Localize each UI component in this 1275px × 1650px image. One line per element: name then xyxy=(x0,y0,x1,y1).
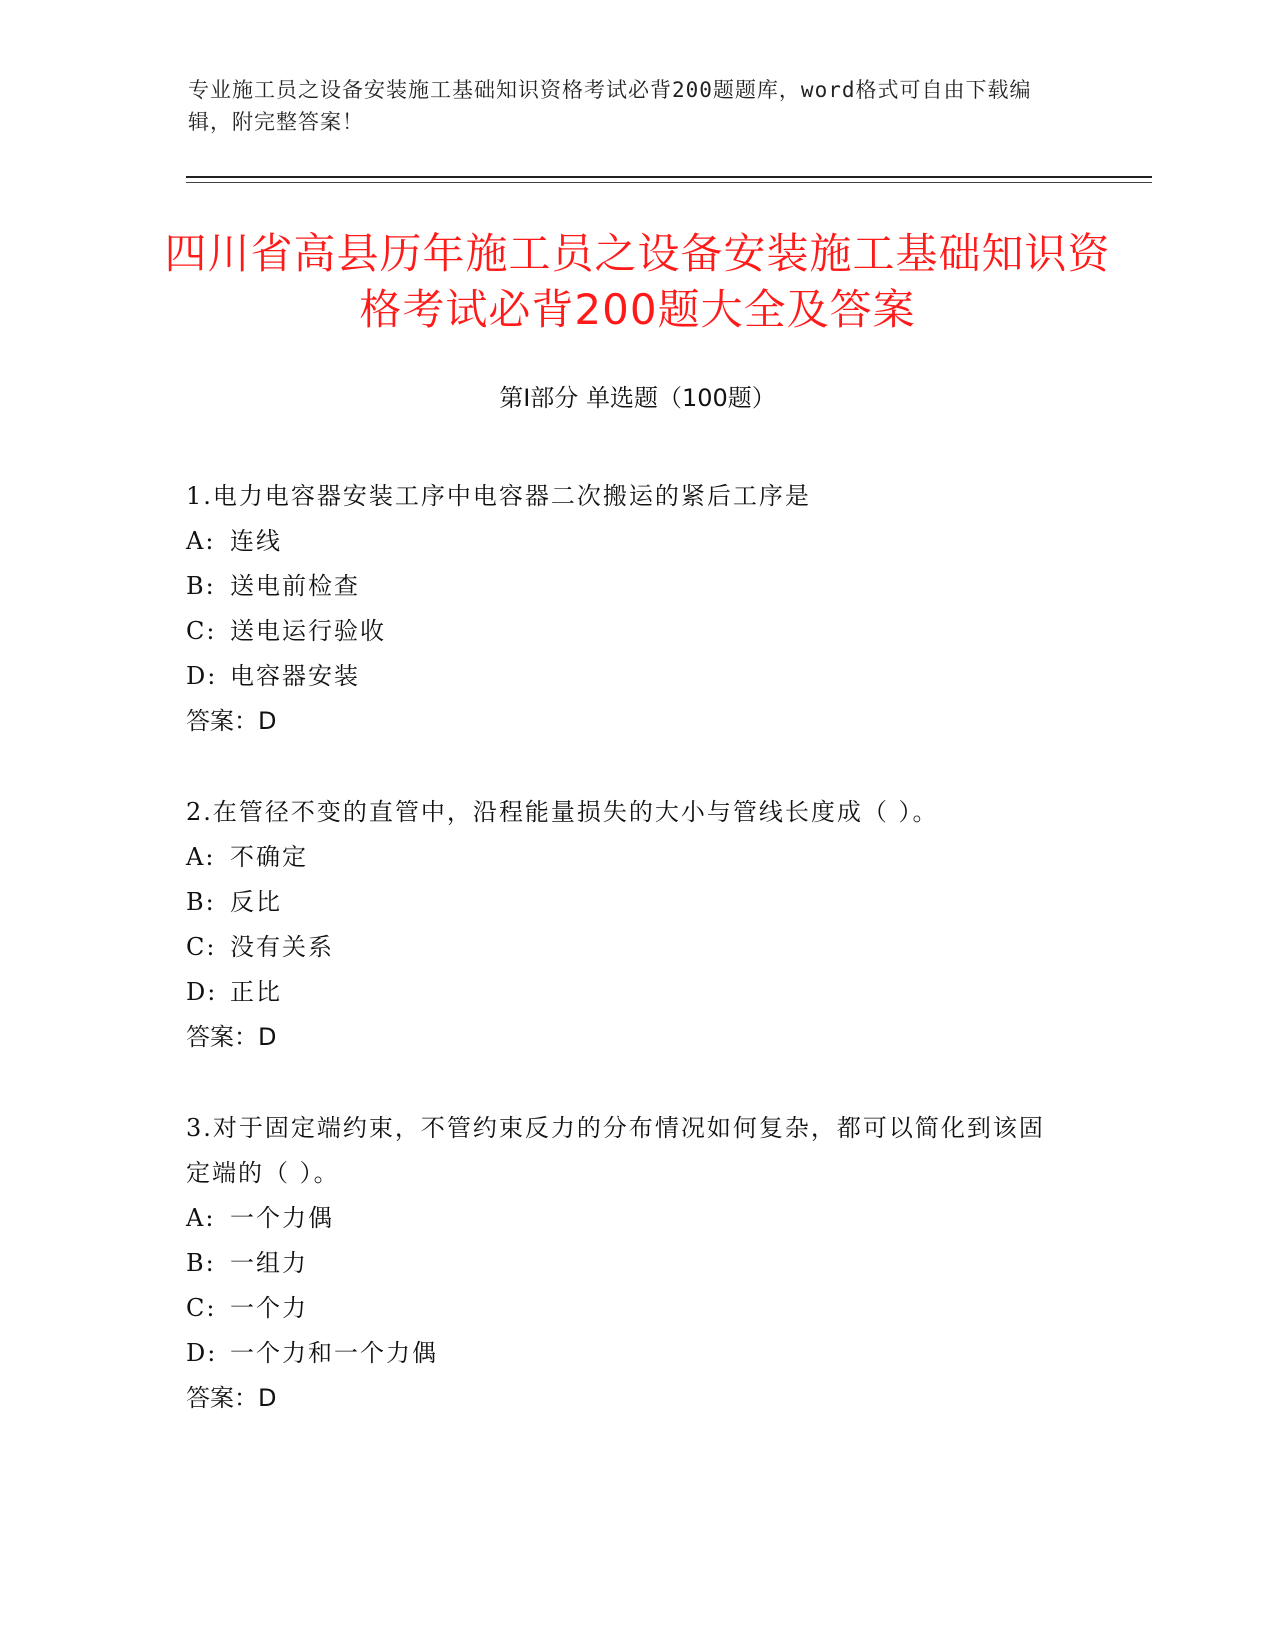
option-a xyxy=(186,519,1066,564)
option-text: 电容器安装 xyxy=(230,662,360,690)
option-key: D: xyxy=(186,1339,218,1367)
option-text: 反比 xyxy=(230,888,282,916)
option-key: C: xyxy=(186,617,217,645)
option-text: 送电前检查 xyxy=(230,572,360,600)
document-title: 四川省高县历年施工员之设备安装施工基础知识资格考试必背200题大全及答案 xyxy=(164,229,1111,334)
option-key: B: xyxy=(186,888,216,916)
answer: 答案：D xyxy=(186,707,277,735)
option-c xyxy=(186,1286,1066,1331)
option-b xyxy=(186,880,1066,925)
header-note: 专业施工员之设备安装施工基础知识资格考试必背200题题库，word格式可自由下载编辑，附完整答案！ xyxy=(188,78,1032,134)
option-text: 一个力 xyxy=(230,1294,308,1322)
option-key: A: xyxy=(186,527,216,555)
option-key: C: xyxy=(186,1294,217,1322)
option-text: 一组力 xyxy=(230,1249,308,1277)
option-text: 连线 xyxy=(230,527,282,555)
question-1 xyxy=(186,474,1066,744)
option-text: 送电运行验收 xyxy=(230,617,386,645)
answer: 答案：D xyxy=(186,1384,277,1412)
option-a xyxy=(186,835,1066,880)
option-key: D: xyxy=(186,978,218,1006)
question-list xyxy=(186,474,1066,1467)
option-key: B: xyxy=(186,572,216,600)
option-b xyxy=(186,1241,1066,1286)
option-c xyxy=(186,925,1066,970)
option-d xyxy=(186,970,1066,1015)
question-3 xyxy=(186,1106,1066,1421)
option-a xyxy=(186,1196,1066,1241)
header-rule-thick xyxy=(186,176,1152,178)
option-text: 没有关系 xyxy=(230,933,334,961)
section-title: 第Ⅰ部分 单选题（100题） xyxy=(499,384,776,412)
option-key: D: xyxy=(186,662,218,690)
option-d xyxy=(186,1331,1066,1376)
option-key: A: xyxy=(186,1204,216,1232)
answer: 答案：D xyxy=(186,1023,277,1051)
question-2 xyxy=(186,790,1066,1060)
question-text: 1.电力电容器安装工序中电容器二次搬运的紧后工序是 xyxy=(186,482,811,510)
option-c xyxy=(186,609,1066,654)
question-text: 3.对于固定端约束，不管约束反力的分布情况如何复杂，都可以简化到该固定端的（ ）。 xyxy=(186,1114,1045,1187)
option-key: C: xyxy=(186,933,217,961)
option-text: 一个力和一个力偶 xyxy=(230,1339,438,1367)
option-key: A: xyxy=(186,843,216,871)
option-text: 正比 xyxy=(230,978,282,1006)
option-text: 不确定 xyxy=(230,843,308,871)
option-text: 一个力偶 xyxy=(230,1204,334,1232)
option-d xyxy=(186,654,1066,699)
option-b xyxy=(186,564,1066,609)
option-key: B: xyxy=(186,1249,216,1277)
question-text: 2.在管径不变的直管中，沿程能量损失的大小与管线长度成（ ）。 xyxy=(186,798,939,826)
header-rule-thin xyxy=(186,182,1152,183)
